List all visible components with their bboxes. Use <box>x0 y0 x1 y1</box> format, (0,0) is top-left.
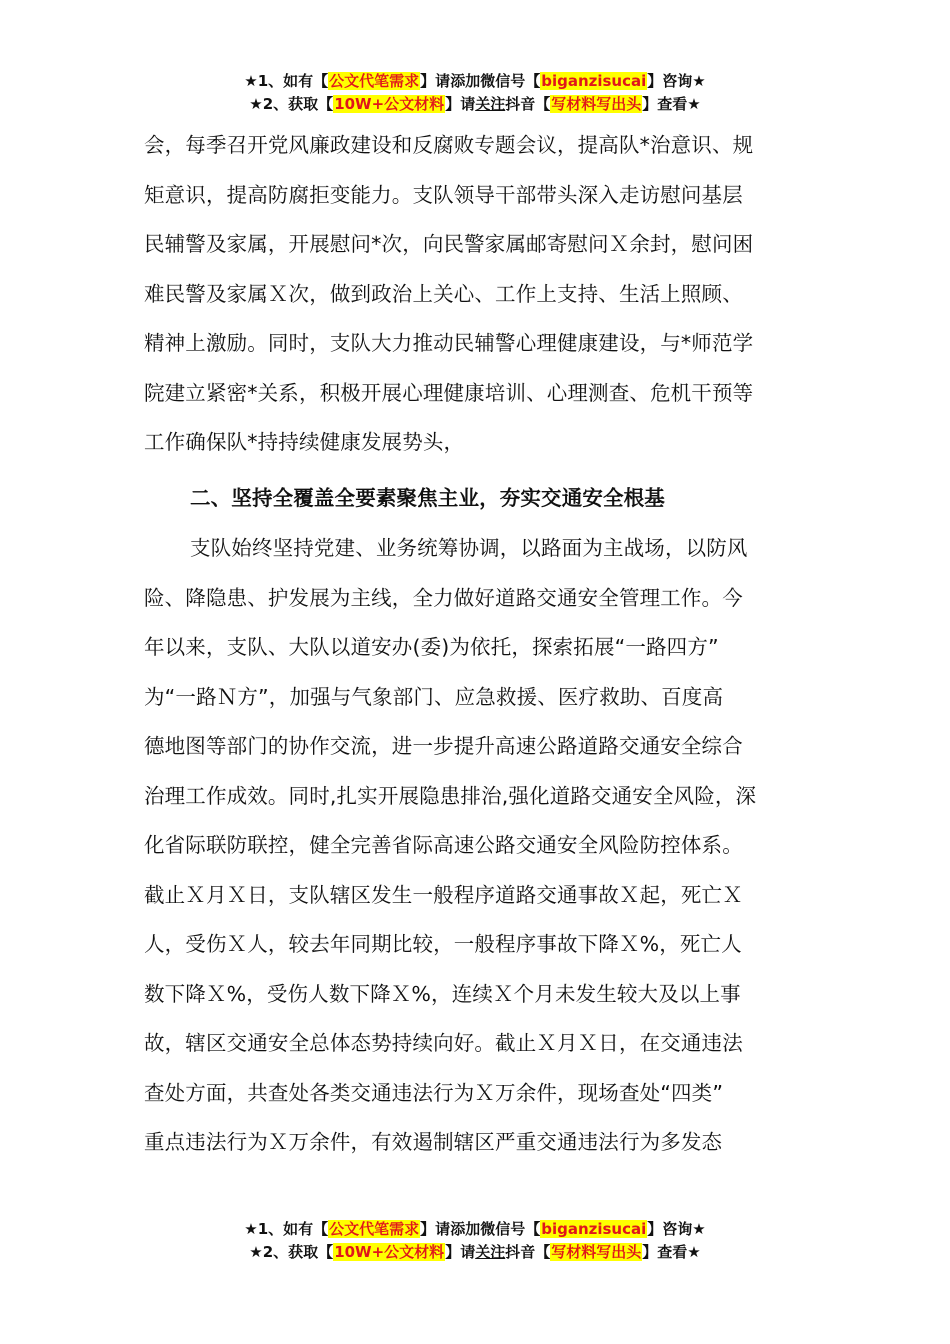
banner-text: 】请 <box>445 95 476 113</box>
banner-text: 微信号【 <box>480 1220 541 1238</box>
banner-text: 抖音【 <box>505 95 551 113</box>
heading-text: 二、坚持全覆盖全要素聚焦主业，夯实交通安全根基 <box>190 486 665 510</box>
text-line: 化省际联防联控，健全完善省际高速公路交通安全风险防控体系。 <box>144 833 743 857</box>
highlight-service: 公文代笔需求 <box>329 1220 420 1238</box>
banner-text: 微信号【 <box>480 72 541 90</box>
text-line: 民辅警及家属，开展慰问*次，向民警家属邮寄慰问Ｘ余封，慰问困 <box>144 232 754 256</box>
highlight-materials: 10W+公文材料 <box>334 1243 445 1261</box>
text-line: 数下降Ｘ%，受伤人数下降Ｘ%，连续Ｘ个月未发生较大及以上事 <box>144 981 741 1006</box>
highlight-service: 公文代笔需求 <box>329 72 420 90</box>
banner-emphasis: 添加 <box>450 1220 481 1238</box>
banner-text: 抖音【 <box>505 1243 551 1261</box>
text-line: 重点违法行为Ｘ万余件，有效遏制辖区严重交通违法行为多发态 <box>144 1130 723 1154</box>
banner-text: 】查看★ <box>642 95 701 113</box>
text-line: 工作确保队*持持续健康发展势头， <box>144 430 465 454</box>
banner-emphasis: 关注 <box>475 95 506 113</box>
highlight-douyin-account: 写材料写出头 <box>551 95 642 113</box>
top-promo-banner <box>0 70 950 116</box>
text-line: 故，辖区交通安全总体态势持续向好。截止Ｘ月Ｘ日，在交通违法 <box>144 1031 743 1055</box>
section-heading <box>190 474 808 524</box>
text-line: 矩意识，提高防腐拒变能力。支队领导干部带头深入走访慰问基层 <box>144 182 743 207</box>
banner-text: ★1、如有【 <box>244 1220 329 1238</box>
banner-text: 】请 <box>445 1243 476 1261</box>
bottom-promo-banner <box>0 1218 950 1264</box>
text-line: 查处方面，共查处各类交通违法行为Ｘ万余件，现场查处“四类” <box>144 1080 724 1105</box>
banner-text: ★2、获取【 <box>249 1243 334 1261</box>
text-line: 截止Ｘ月Ｘ日，支队辖区发生一般程序道路交通事故Ｘ起，死亡Ｘ <box>144 882 743 907</box>
text-line: 院建立紧密*关系，积极开展心理健康培训、心理测查、危机干预等 <box>144 380 754 405</box>
text-line: 支队始终坚持党建、业务统筹协调，以路面为主战场，以防风 <box>190 536 748 560</box>
banner-text: ★1、如有【 <box>244 72 329 90</box>
text-line: 险、降隐患、护发展为主线，全力做好道路交通安全管理工作。今 <box>144 585 743 610</box>
banner-line-1 <box>0 70 950 93</box>
text-line: 难民警及家属Ｘ次，做到政治上关心、工作上支持、生活上照顾、 <box>144 281 743 306</box>
banner-emphasis: 关注 <box>475 1243 506 1261</box>
banner-line-1 <box>0 1218 950 1241</box>
banner-text: 】咨询★ <box>647 1220 706 1238</box>
highlight-wechat-id: biganzisucai <box>541 72 647 90</box>
banner-line-2 <box>0 1241 950 1264</box>
text-line: 年以来，支队、大队以道安办(委)为依托，探索拓展“一路四方” <box>144 635 719 659</box>
banner-text: 】咨询★ <box>647 72 706 90</box>
highlight-douyin-account: 写材料写出头 <box>551 1243 642 1261</box>
banner-text: ★2、获取【 <box>249 95 334 113</box>
banner-text: 】请 <box>420 1220 451 1238</box>
highlight-materials: 10W+公文材料 <box>334 95 445 113</box>
banner-line-2 <box>0 93 950 116</box>
paragraph-2 <box>144 524 808 1168</box>
text-line: 人，受伤Ｘ人，较去年同期比较，一般程序事故下降Ｘ%，死亡人 <box>144 932 742 956</box>
banner-text: 】查看★ <box>642 1243 701 1261</box>
text-line: 会，每季召开党风廉政建设和反腐败专题会议，提高队*治意识、规 <box>144 133 754 157</box>
text-line: 治理工作成效。同时,扎实开展隐患排治,强化道路交通安全风险，深 <box>144 783 757 808</box>
banner-emphasis: 添加 <box>450 72 481 90</box>
text-line: 精神上激励。同时，支队大力推动民辅警心理健康建设，与*师范学 <box>144 331 754 355</box>
banner-text: 】请 <box>420 72 451 90</box>
text-line: 德地图等部门的协作交流，进一步提升高速公路道路交通安全综合 <box>144 734 743 758</box>
paragraph-1 <box>144 121 808 468</box>
highlight-wechat-id: biganzisucai <box>541 1220 647 1238</box>
text-line: 为“一路Ｎ方”，加强与气象部门、应急救援、医疗救助、百度高 <box>144 684 724 709</box>
